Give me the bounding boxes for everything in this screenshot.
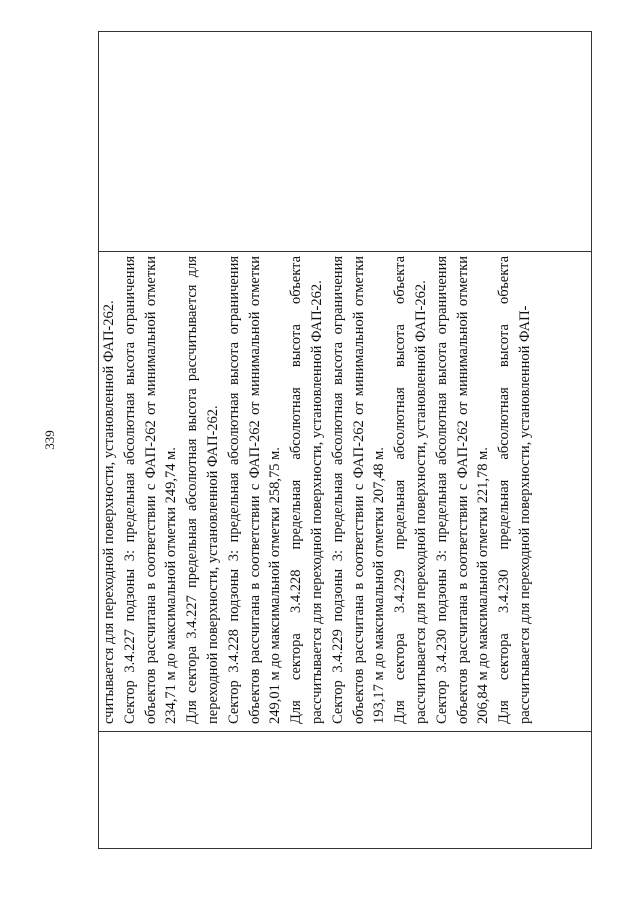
paragraph: Для сектора 3.4.229 предельная абсолютная высота объекта рассчитывается для переходной поверхности, установленной ФАП-262. <box>392 256 429 724</box>
paragraph: Для сектора 3.4.227 предельная абсолютная высота рассчитывается для переходной поверхности, установленной ФАП-262. <box>184 256 221 724</box>
paragraph: Сектор 3.4.229 подзоны 3: предельная абсолютная высота ограничения объектов рассчитана в соответствии с ФАП-262 от минимальной отметки 193,17 м до максимальной отметки 207,48 м. <box>329 256 388 724</box>
paragraph: считывается для переходной поверхности, установленной ФАП-262. <box>101 300 117 724</box>
table-divider-bottom <box>99 731 591 732</box>
paragraph: Сектор 3.4.227 подзоны 3: предельная абсолютная высота ограничения объектов рассчитана в соответствии с ФАП-262 от минимальной отметки 234,71 м до максимальной отметки 249,74 м. <box>121 256 180 724</box>
rotated-text-block <box>99 250 579 730</box>
page-number: 339 <box>42 430 57 450</box>
table-cell-text <box>99 250 579 730</box>
paragraph: Сектор 3.4.228 подзоны 3: предельная абсолютная высота ограничения объектов рассчитана в соответствии с ФАП-262 от минимальной отметки 249,01 м до максимальной отметки 258,75 м. <box>225 256 284 724</box>
paragraph: Для сектора 3.4.230 предельная абсолютная высота объекта рассчитывается для переходной поверхности, установленной ФАП- <box>496 256 533 724</box>
paragraph: Сектор 3.4.230 подзоны 3: предельная абсолютная высота ограничения объектов рассчитана в соответствии с ФАП-262 от минимальной отметки 206,84 м до максимальной отметки 221,78 м. <box>433 256 492 724</box>
paragraph: Для сектора 3.4.228 предельная абсолютная высота объекта рассчитывается для переходной поверхности, установленной ФАП-262. <box>288 256 325 724</box>
